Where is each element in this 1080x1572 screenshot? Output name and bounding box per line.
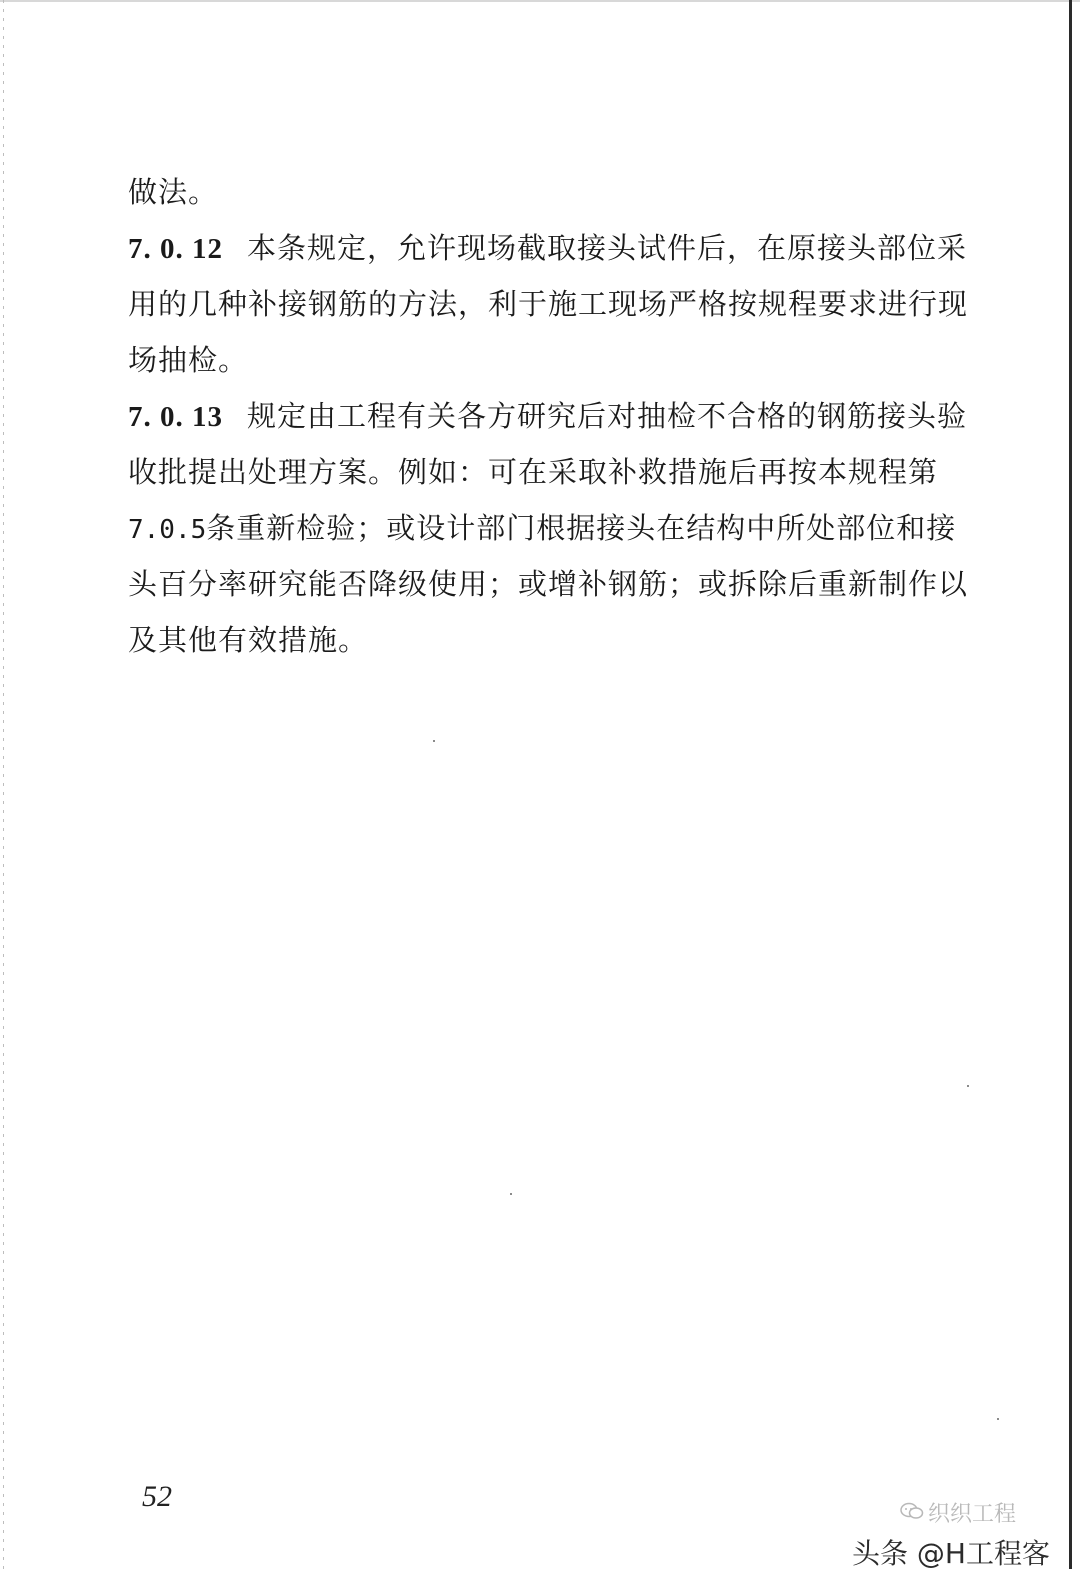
faint-watermark — [900, 1497, 1016, 1528]
clause-number: 7. 0. 13 — [128, 401, 223, 433]
scan-edge-top — [0, 0, 1080, 2]
scan-edge-right — [1069, 0, 1072, 1569]
wechat-icon — [900, 1500, 924, 1526]
body-line-text: 用的几种补接钢筋的方法，利于施工现场严格按规程要求进行现 — [128, 287, 969, 321]
body-line — [128, 444, 943, 500]
scan-speck — [997, 1418, 999, 1420]
body-line-text: 收批提出处理方案。例如：可在采取补救措施后再按本规程第 — [128, 455, 939, 489]
body-line — [128, 556, 969, 612]
body-line-text: 规定由工程有关各方研究后对抽检不合格的钢筋接头验 — [247, 399, 968, 433]
body-line-text: 场抽检。 — [128, 343, 249, 377]
body-line-text: 头百分率研究能否降级使用；或增补钢筋；或拆除后重新制作以 — [128, 567, 969, 601]
faint-watermark-text: 织织工程 — [928, 1501, 1017, 1526]
scan-edge-left — [3, 0, 4, 1569]
page-number: 52 — [142, 1480, 172, 1513]
clause-line — [128, 388, 968, 444]
body-line-text: 做法。 — [128, 175, 219, 209]
body-line-text: 条重新检验；或设计部门根据接头在结构中所处部位和接 — [206, 511, 957, 545]
body-line — [128, 500, 957, 556]
scan-speck — [433, 740, 435, 742]
body-line — [128, 164, 943, 220]
scan-speck — [510, 1193, 512, 1195]
clause-line — [128, 220, 968, 276]
clause-number: 7. 0. 12 — [128, 233, 223, 265]
body-line-text: 本条规定，允许现场截取接头试件后，在原接头部位采 — [247, 231, 968, 265]
body-line — [128, 612, 943, 668]
scan-speck — [967, 1085, 969, 1087]
clause-reference: 7.0.5 — [128, 515, 207, 545]
source-watermark: 头条 @H工程客 — [852, 1537, 1050, 1570]
body-line — [128, 332, 943, 388]
body-line-text: 及其他有效措施。 — [128, 623, 369, 657]
body-line — [128, 276, 969, 332]
document-body — [128, 164, 969, 668]
